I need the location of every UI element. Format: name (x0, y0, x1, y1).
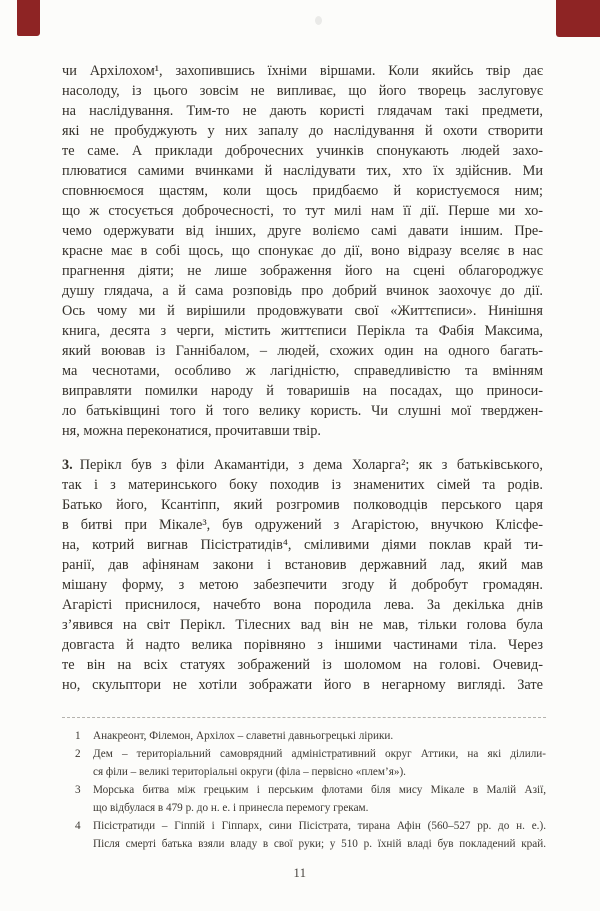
text-line: сповнюємося щастям, коли щось придбаємо й користуємося ним; (62, 183, 543, 199)
text-line: ло батьківщині того й того велику користь. Чи слушні мої тверджен- (62, 403, 543, 419)
section-number: 3. (62, 457, 73, 473)
paragraph-continuation (62, 61, 543, 441)
book-cover-corner-left (17, 0, 40, 36)
footnote-separator (62, 717, 546, 718)
main-text (62, 61, 543, 695)
paragraph-section-3 (62, 455, 543, 695)
text-line: на, котрий вигнав Пісістратидів⁴, сміливими діями поклав край ти- (62, 537, 543, 553)
footnote-line (62, 817, 546, 835)
text-line: виправляти помилки народу й товаришів на посадах, що приноси- (62, 383, 543, 399)
text-line: книга, десята з черги, містить життєписи Перікла та Фабія Максима, (62, 323, 543, 339)
text-line: на наслідування. Тим-то не дають користі глядачам такі предмети, (62, 103, 543, 119)
text-line: чи Архілохом¹, захопившись їхніми віршами. Коли якийсь твір дає (62, 63, 543, 79)
text-line: те він на всіх статуях зображений із шоломом на голові. Очевид- (62, 657, 543, 673)
text-line (62, 455, 543, 475)
footnote-text: Дем – територіальний самоврядний адміністративний округ Аттики, на які ділили- (93, 748, 546, 760)
footnote-line: ся філи – великі територіальні округи (філа – первісно «плем’я»). (93, 766, 406, 778)
text-line: ранії, дав афінянам закони і встановив державний лад, який мав (62, 557, 543, 573)
text-line: чемо одержувати від інших, друге воліємо самі давати іншим. Пре- (62, 223, 543, 239)
text-line: ня, можна переконатися, прочитавши твір. (62, 423, 321, 439)
footnote-line (62, 781, 546, 799)
text-line: які не пробуджують у них запалу до наслідування й охоти створити (62, 123, 543, 139)
text-line: який воював із Ганнібалом, – людей, схожих один на одного багать- (62, 343, 543, 359)
text-line: те саме. А приклади доброчесних учинків спонукають людей захо- (62, 143, 543, 159)
text-line: прагнення діяти; не лише зображення його на сцені облагороджує (62, 263, 543, 279)
footnote-line (62, 727, 546, 745)
text-line: в битві при Мікале³, був одружений з Агарістою, внучкою Клісфе- (62, 517, 543, 533)
footnotes (62, 727, 546, 853)
footnote-line: Після смерті батька взяли владу в свої руки; у 510 р. їхній владі був покладений край. (93, 838, 546, 850)
footnote-text: Морська битва між грецьким і перським флотами біля мису Мікале в Малій Азії, (93, 784, 546, 796)
text-line: з’явився на світ Перікл. Тілесних вад він не мав, тільки голова була (62, 617, 543, 633)
scan-artifact (315, 16, 322, 25)
footnote-marker: 4 (75, 820, 81, 832)
text-line: Батько його, Ксантіпп, який розгромив полководців перського царя (62, 497, 543, 513)
footnote-text: Анакреонт, Філемон, Архілох – славетні давньогрецькі лірики. (93, 730, 394, 742)
text-line: ма чеснотами, особливо ж лагідністю, справедливістю та вмінням (62, 363, 543, 379)
text-line: Агарісті приснилося, начебто вона породила лева. За декілька днів (62, 597, 543, 613)
text-line: що ж стосується доброчесності, то тут милі нам її дії. Перше ми хо- (62, 203, 543, 219)
text-line: мішану форму, з метою забезпечити згоду й добробут громадян. (62, 577, 543, 593)
footnote-marker: 2 (75, 748, 81, 760)
footnote-marker: 1 (75, 730, 81, 742)
text-line: но, скульптори не хотіли зображати його в негарному вигляді. Зате (62, 677, 543, 693)
page-number: 11 (293, 866, 307, 880)
book-cover-corner-right (556, 0, 600, 37)
text-line: так і з материнського боку походив із знаменитих сімей та родів. (62, 477, 543, 493)
footnote-text: Пісістратиди – Гіппій і Гіппарх, сини Пісістрата, тирана Афін (560–527 рр. до н. е.). (93, 820, 546, 832)
text-line: красне має в собі щось, що спонукає до дії, воно відразу вселяє в нас (62, 243, 543, 259)
text-line: плюватися самими вчинками й наслідувати тих, хто їх здійснив. Ми (62, 163, 543, 179)
footnote-marker: 3 (75, 784, 81, 796)
text-line: Ось чому ми й вирішили продовжувати свої «Життєписи». Нинішня (62, 303, 543, 319)
footnote-line (62, 745, 546, 763)
text-line-content: Перікл був з філи Акамантіди, з дема Холарга²; як з батьківського, (79, 457, 543, 473)
text-line: душу глядача, а й сама розповідь про добрий вчинок заохочує до дії. (62, 283, 543, 299)
text-line: довгаста й надто велика порівняно з іншими частинами тіла. Через (62, 637, 543, 653)
text-line: насолоду, із цього зовсім не випливає, що його творець заслуговує (62, 83, 543, 99)
footnote-line: що відбулася в 479 р. до н. е. і принесла перемогу грекам. (93, 802, 369, 814)
